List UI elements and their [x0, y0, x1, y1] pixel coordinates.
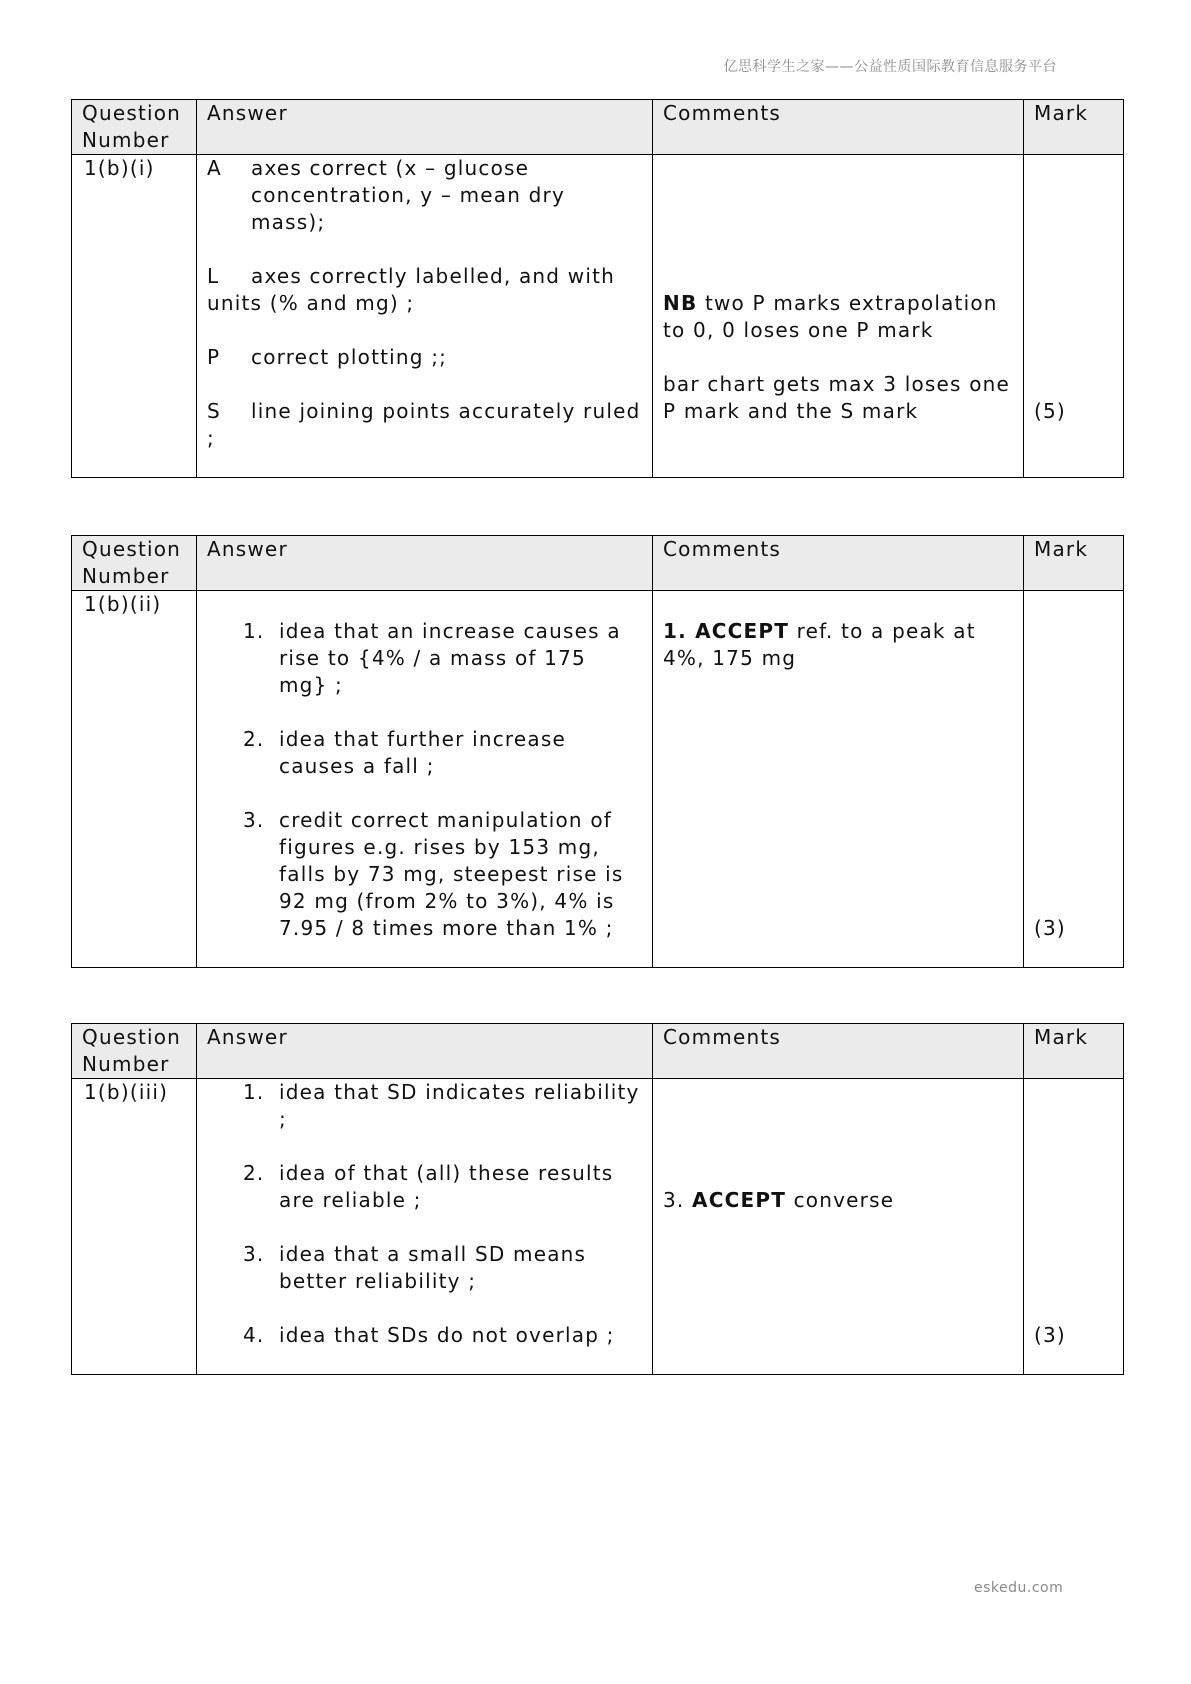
- header-comments: Comments: [653, 536, 1024, 591]
- mark-value: (3): [1024, 591, 1124, 968]
- answer-point-s-continued: ;: [207, 426, 215, 450]
- header-answer: Answer: [197, 100, 653, 155]
- header-answer: Answer: [197, 536, 653, 591]
- table-header-row: [72, 100, 1124, 155]
- answer-item: 1. idea that SD indicates reliability ;: [243, 1080, 640, 1131]
- table-header-row: [72, 1024, 1124, 1079]
- markscheme-table-1b-i: [71, 99, 1124, 478]
- markscheme-table-1b-iii: [71, 1023, 1124, 1375]
- header-question-number: Question Number: [72, 100, 197, 155]
- answer-point-l-continued: units (% and mg) ;: [207, 291, 415, 315]
- question-number: 1(b)(i): [72, 155, 197, 478]
- answer-cell: [197, 591, 653, 968]
- mark-value: (5): [1024, 155, 1124, 478]
- answer-item: 3. credit correct manipulation of figures e.g. rises by 153 mg, falls by 73 mg, steepest rise is 92 mg (from 2% to 3%), 4% is 7.95 / 8 times more than 1% ;: [243, 808, 624, 940]
- answer-cell: [197, 1079, 653, 1375]
- header-mark: Mark: [1024, 1024, 1124, 1079]
- table-row: [72, 1079, 1124, 1375]
- comment-item: bar chart gets max 3 loses one P mark and the S mark: [663, 372, 1011, 423]
- answer-item: 4. idea that SDs do not overlap ;: [243, 1323, 615, 1347]
- table-row: [72, 591, 1124, 968]
- answer-item: 2. idea that further increase causes a fall ;: [243, 727, 566, 778]
- markscheme-table-1b-ii: [71, 535, 1124, 968]
- header-comments: Comments: [653, 1024, 1024, 1079]
- header-question-number: Question Number: [72, 1024, 197, 1079]
- mark-value: (3): [1024, 1079, 1124, 1375]
- header-mark: Mark: [1024, 536, 1124, 591]
- comment-item: NB two P marks extrapolation to 0, 0 loses one P mark: [663, 291, 998, 342]
- answer-cell: [197, 155, 653, 478]
- comments-cell: [653, 155, 1024, 478]
- table-row: [72, 155, 1124, 478]
- answer-point-s: S line joining points accurately ruled: [207, 399, 641, 423]
- header-question-number: Question Number: [72, 536, 197, 591]
- footer-watermark: eskedu.com: [974, 1580, 1064, 1596]
- answer-item: 2. idea of that (all) these results are reliable ;: [243, 1161, 614, 1212]
- answer-point-p: P correct plotting ;;: [207, 345, 448, 369]
- header-answer: Answer: [197, 1024, 653, 1079]
- answer-item: 3. idea that a small SD means better reliability ;: [243, 1242, 587, 1293]
- comments-cell: [653, 1079, 1024, 1375]
- header-watermark: 亿思科学生之家——公益性质国际教育信息服务平台: [723, 59, 1057, 75]
- question-number: 1(b)(ii): [72, 591, 197, 968]
- answer-point-l: L axes correctly labelled, and with: [207, 264, 615, 288]
- question-number: 1(b)(iii): [72, 1079, 197, 1375]
- answer-point-a: A axes correct (x – glucose concentration, y – mean dry mass);: [207, 156, 566, 234]
- header-mark: Mark: [1024, 100, 1124, 155]
- header-comments: Comments: [653, 100, 1024, 155]
- comments-cell: [653, 591, 1024, 968]
- comment-item: 3. ACCEPT converse: [663, 1188, 895, 1212]
- table-header-row: [72, 536, 1124, 591]
- answer-item: 1. idea that an increase causes a rise to {4% / a mass of 175 mg} ;: [243, 619, 621, 697]
- comment-item: 1. ACCEPT ref. to a peak at 4%, 175 mg: [663, 619, 976, 670]
